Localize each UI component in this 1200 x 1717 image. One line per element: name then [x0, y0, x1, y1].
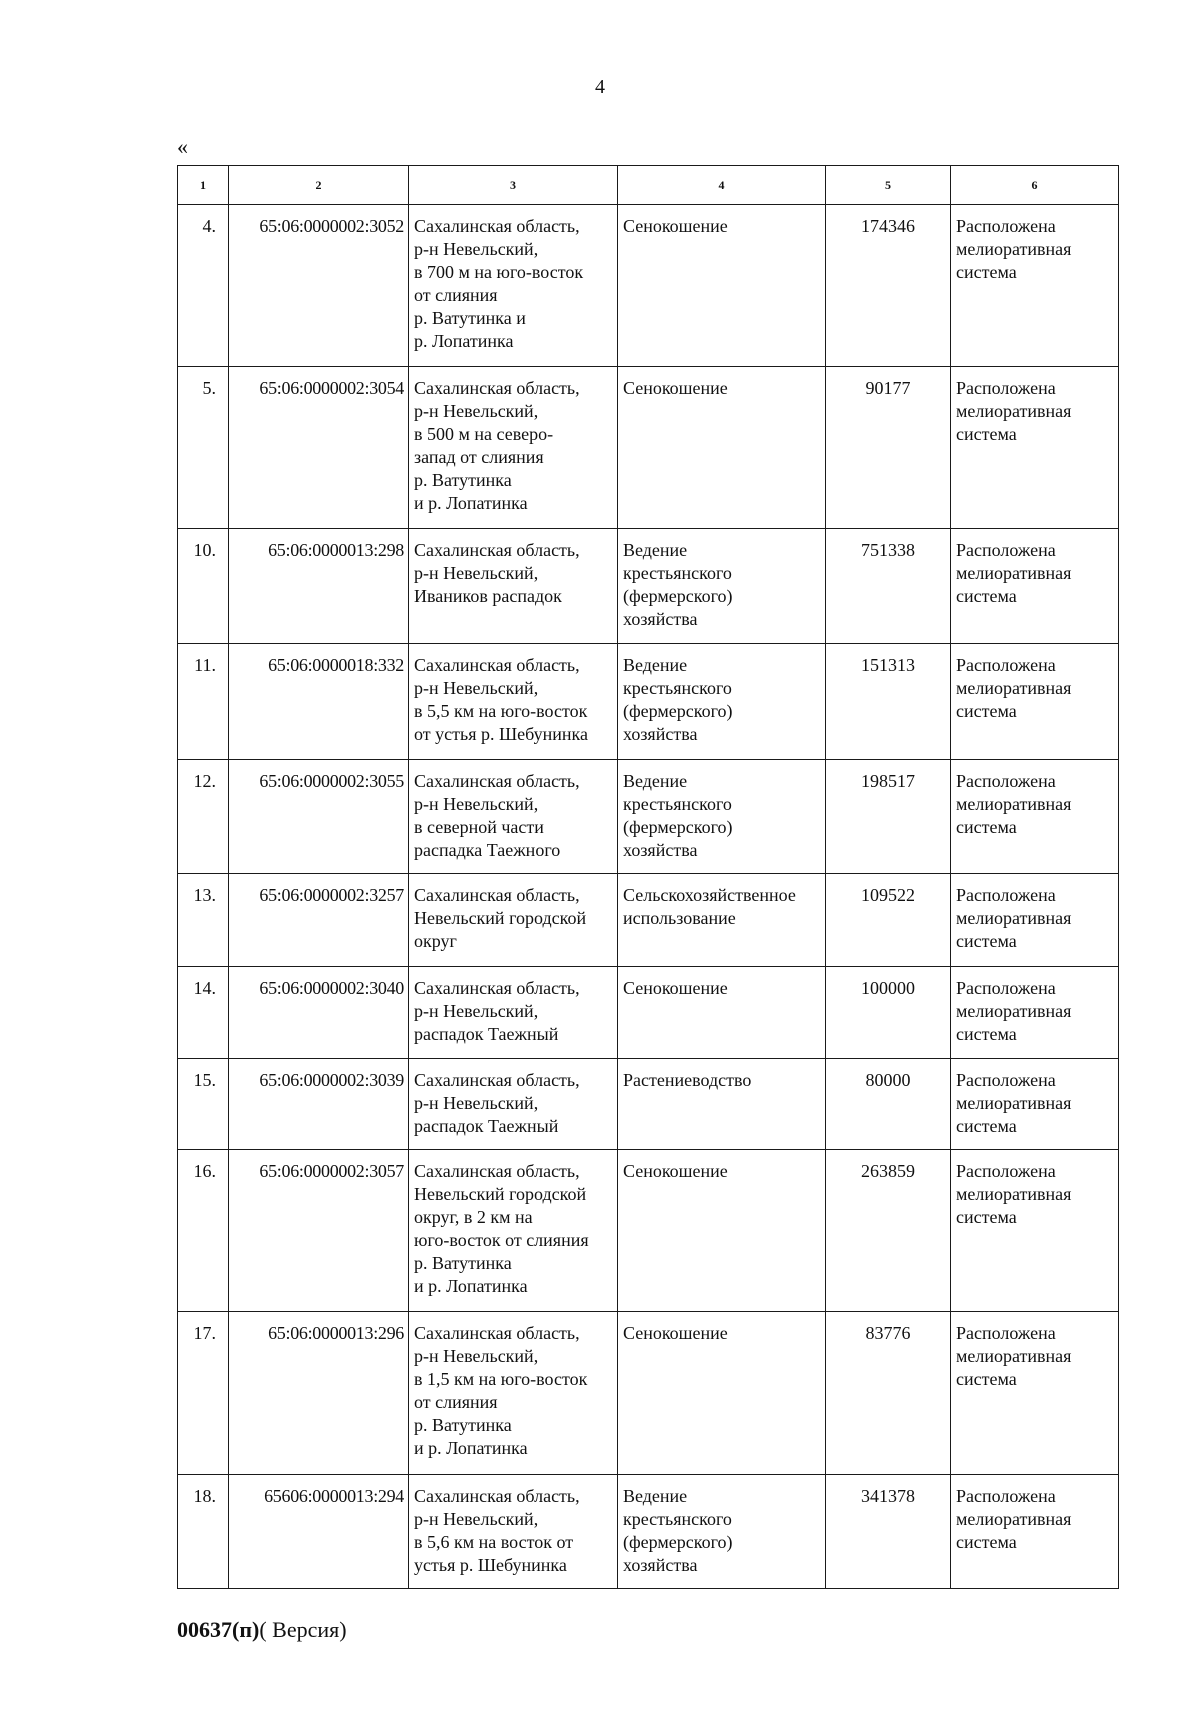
land-plots-table — [177, 165, 1119, 1589]
permitted-use: Ведение крестьянского (фермерского) хозяйства — [618, 529, 826, 644]
note: Расположена мелиоративная система — [951, 529, 1119, 644]
table-body — [178, 205, 1119, 1589]
table-row — [178, 1475, 1119, 1589]
location-address: Сахалинская область, р-н Невельский, в 5,5 км на юго-восток от устья р. Шебунинка — [409, 644, 618, 760]
note: Расположена мелиоративная система — [951, 644, 1119, 760]
note: Расположена мелиоративная система — [951, 967, 1119, 1059]
table-row — [178, 760, 1119, 874]
permitted-use: Сенокошение — [618, 1150, 826, 1312]
document-code-number: 00637(п) — [177, 1617, 260, 1642]
row-number: 14. — [178, 967, 229, 1059]
table-row — [178, 1312, 1119, 1475]
note: Расположена мелиоративная система — [951, 367, 1119, 529]
permitted-use: Сенокошение — [618, 1312, 826, 1475]
area-value: 80000 — [826, 1059, 951, 1150]
table-row — [178, 874, 1119, 967]
permitted-use: Сенокошение — [618, 205, 826, 367]
cadastral-number: 65:06:0000018:332 — [229, 644, 409, 760]
document-code — [177, 1617, 347, 1643]
row-number: 10. — [178, 529, 229, 644]
cadastral-number: 65:06:0000002:3054 — [229, 367, 409, 529]
cadastral-number: 65:06:0000002:3257 — [229, 874, 409, 967]
row-number: 12. — [178, 760, 229, 874]
area-value: 341378 — [826, 1475, 951, 1589]
table-row — [178, 1059, 1119, 1150]
area-value: 263859 — [826, 1150, 951, 1312]
location-address: Сахалинская область, р-н Невельский, распадок Таежный — [409, 1059, 618, 1150]
document-code-version: ( Версия) — [259, 1617, 347, 1642]
column-header: 2 — [229, 166, 409, 205]
row-number: 5. — [178, 367, 229, 529]
column-header: 5 — [826, 166, 951, 205]
note: Расположена мелиоративная система — [951, 205, 1119, 367]
permitted-use: Сельскохозяйственное использование — [618, 874, 826, 967]
cadastral-number: 65:06:0000002:3039 — [229, 1059, 409, 1150]
permitted-use: Сенокошение — [618, 967, 826, 1059]
row-number: 11. — [178, 644, 229, 760]
location-address: Сахалинская область, Невельский городской округ, в 2 км на юго-восток от слияния р. Ватутинка и р. Лопатинка — [409, 1150, 618, 1312]
table-row — [178, 967, 1119, 1059]
row-number: 18. — [178, 1475, 229, 1589]
cadastral-number: 65:06:0000002:3055 — [229, 760, 409, 874]
area-value: 83776 — [826, 1312, 951, 1475]
row-number: 17. — [178, 1312, 229, 1475]
table-row — [178, 529, 1119, 644]
cadastral-number: 65:06:0000002:3052 — [229, 205, 409, 367]
permitted-use: Растениеводство — [618, 1059, 826, 1150]
column-header: 4 — [618, 166, 826, 205]
location-address: Сахалинская область, р-н Невельский, в 500 м на северо- запад от слияния р. Ватутинка и р. Лопатинка — [409, 367, 618, 529]
table-row — [178, 205, 1119, 367]
note: Расположена мелиоративная система — [951, 1059, 1119, 1150]
table-header — [178, 166, 1119, 205]
note: Расположена мелиоративная система — [951, 1312, 1119, 1475]
header-row — [178, 166, 1119, 205]
location-address: Сахалинская область, Невельский городской округ — [409, 874, 618, 967]
row-number: 16. — [178, 1150, 229, 1312]
opening-quote-mark: « — [177, 134, 188, 159]
column-header: 3 — [409, 166, 618, 205]
area-value: 109522 — [826, 874, 951, 967]
location-address: Сахалинская область, р-н Невельский, в северной части распадка Таежного — [409, 760, 618, 874]
cadastral-number: 65:06:0000002:3040 — [229, 967, 409, 1059]
note: Расположена мелиоративная система — [951, 874, 1119, 967]
area-value: 151313 — [826, 644, 951, 760]
column-header: 6 — [951, 166, 1119, 205]
area-value: 198517 — [826, 760, 951, 874]
permitted-use: Ведение крестьянского (фермерского) хозяйства — [618, 760, 826, 874]
cadastral-number: 65606:0000013:294 — [229, 1475, 409, 1589]
location-address: Сахалинская область, р-н Невельский, в 1,5 км на юго-восток от слияния р. Ватутинка и р. Лопатинка — [409, 1312, 618, 1475]
location-address: Сахалинская область, р-н Невельский, Иваников распадок — [409, 529, 618, 644]
cadastral-number: 65:06:0000013:298 — [229, 529, 409, 644]
area-value: 100000 — [826, 967, 951, 1059]
row-number: 13. — [178, 874, 229, 967]
area-value: 751338 — [826, 529, 951, 644]
location-address: Сахалинская область, р-н Невельский, в 5,6 км на восток от устья р. Шебунинка — [409, 1475, 618, 1589]
cadastral-number: 65:06:0000002:3057 — [229, 1150, 409, 1312]
note: Расположена мелиоративная система — [951, 760, 1119, 874]
page-number: 4 — [595, 76, 605, 98]
location-address: Сахалинская область, р-н Невельский, в 700 м на юго-восток от слияния р. Ватутинка и р. Лопатинка — [409, 205, 618, 367]
note: Расположена мелиоративная система — [951, 1150, 1119, 1312]
column-header: 1 — [178, 166, 229, 205]
location-address: Сахалинская область, р-н Невельский, распадок Таежный — [409, 967, 618, 1059]
row-number: 4. — [178, 205, 229, 367]
permitted-use: Ведение крестьянского (фермерского) хозяйства — [618, 1475, 826, 1589]
table-row — [178, 644, 1119, 760]
row-number: 15. — [178, 1059, 229, 1150]
table-row — [178, 367, 1119, 529]
permitted-use: Сенокошение — [618, 367, 826, 529]
table-row — [178, 1150, 1119, 1312]
area-value: 90177 — [826, 367, 951, 529]
cadastral-number: 65:06:0000013:296 — [229, 1312, 409, 1475]
area-value: 174346 — [826, 205, 951, 367]
note: Расположена мелиоративная система — [951, 1475, 1119, 1589]
permitted-use: Ведение крестьянского (фермерского) хозяйства — [618, 644, 826, 760]
